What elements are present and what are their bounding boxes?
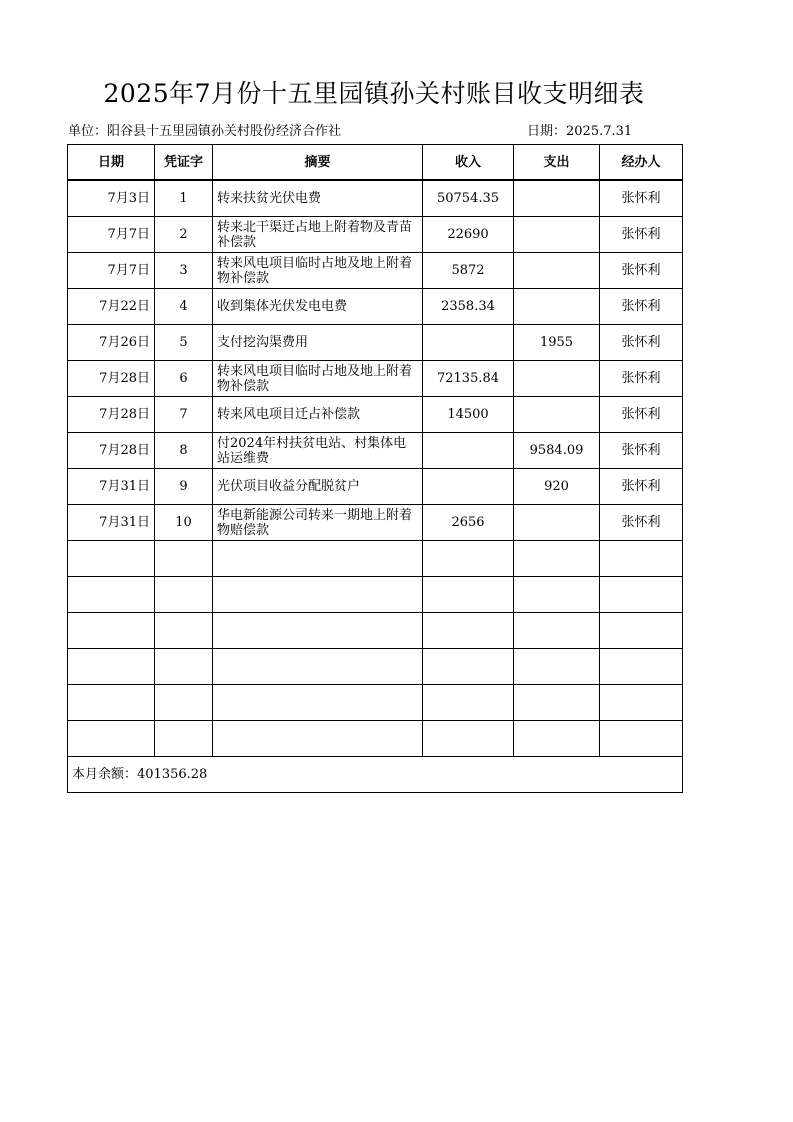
table-row bbox=[68, 433, 683, 469]
empty-cell bbox=[68, 577, 155, 613]
cell-summary: 转来北干渠迁占地上附着物及青苗补偿款 bbox=[213, 217, 423, 253]
empty-cell bbox=[213, 649, 423, 685]
empty-cell bbox=[213, 613, 423, 649]
empty-cell bbox=[213, 721, 423, 757]
cell-income bbox=[423, 325, 514, 361]
empty-cell bbox=[600, 541, 683, 577]
cell-handler: 张怀利 bbox=[600, 253, 683, 289]
cell-voucher: 10 bbox=[155, 505, 213, 541]
ledger-body bbox=[68, 180, 683, 793]
empty-cell bbox=[155, 649, 213, 685]
cell-handler: 张怀利 bbox=[600, 433, 683, 469]
empty-cell bbox=[423, 577, 514, 613]
table-row bbox=[68, 325, 683, 361]
cell-income bbox=[423, 433, 514, 469]
empty-cell bbox=[514, 721, 600, 757]
cell-voucher: 8 bbox=[155, 433, 213, 469]
table-row bbox=[68, 397, 683, 433]
empty-cell bbox=[423, 649, 514, 685]
cell-summary: 光伏项目收益分配脱贫户 bbox=[213, 469, 423, 505]
empty-cell bbox=[155, 541, 213, 577]
empty-cell bbox=[600, 685, 683, 721]
empty-cell bbox=[600, 613, 683, 649]
cell-summary: 转来扶贫光伏电费 bbox=[213, 180, 423, 217]
cell-date: 7月26日 bbox=[68, 325, 155, 361]
cell-income bbox=[423, 469, 514, 505]
monthly-balance: 本月余额：401356.28 bbox=[68, 757, 683, 793]
empty-cell bbox=[155, 577, 213, 613]
table-row bbox=[68, 253, 683, 289]
header-voucher: 凭证字 bbox=[155, 145, 213, 181]
empty-row bbox=[68, 721, 683, 757]
cell-summary: 收到集体光伏发电电费 bbox=[213, 289, 423, 325]
cell-date: 7月7日 bbox=[68, 253, 155, 289]
cell-voucher: 1 bbox=[155, 180, 213, 217]
cell-income: 14500 bbox=[423, 397, 514, 433]
header-date: 日期 bbox=[68, 145, 155, 181]
table-row bbox=[68, 217, 683, 253]
header-summary: 摘要 bbox=[213, 145, 423, 181]
cell-voucher: 4 bbox=[155, 289, 213, 325]
empty-cell bbox=[514, 577, 600, 613]
cell-summary: 华电新能源公司转来一期地上附着物赔偿款 bbox=[213, 505, 423, 541]
empty-cell bbox=[213, 685, 423, 721]
empty-cell bbox=[155, 613, 213, 649]
cell-handler: 张怀利 bbox=[600, 289, 683, 325]
table-row bbox=[68, 361, 683, 397]
cell-expense bbox=[514, 180, 600, 217]
empty-cell bbox=[600, 721, 683, 757]
cell-voucher: 5 bbox=[155, 325, 213, 361]
cell-handler: 张怀利 bbox=[600, 325, 683, 361]
cell-expense bbox=[514, 397, 600, 433]
cell-income: 2656 bbox=[423, 505, 514, 541]
cell-date: 7月3日 bbox=[68, 180, 155, 217]
cell-income: 2358.34 bbox=[423, 289, 514, 325]
empty-cell bbox=[68, 613, 155, 649]
empty-row bbox=[68, 613, 683, 649]
ledger-table bbox=[67, 144, 683, 793]
empty-cell bbox=[423, 685, 514, 721]
empty-row bbox=[68, 577, 683, 613]
cell-date: 7月28日 bbox=[68, 361, 155, 397]
balance-row bbox=[68, 757, 683, 793]
cell-date: 7月7日 bbox=[68, 217, 155, 253]
table-row bbox=[68, 469, 683, 505]
cell-voucher: 7 bbox=[155, 397, 213, 433]
empty-cell bbox=[514, 613, 600, 649]
empty-cell bbox=[423, 541, 514, 577]
cell-date: 7月22日 bbox=[68, 289, 155, 325]
cell-summary: 付2024年村扶贫电站、村集体电站运维费 bbox=[213, 433, 423, 469]
empty-cell bbox=[155, 721, 213, 757]
empty-cell bbox=[68, 721, 155, 757]
cell-income: 5872 bbox=[423, 253, 514, 289]
empty-cell bbox=[155, 685, 213, 721]
cell-income: 22690 bbox=[423, 217, 514, 253]
cell-date: 7月31日 bbox=[68, 505, 155, 541]
cell-summary: 转来风电项目临时占地及地上附着物补偿款 bbox=[213, 361, 423, 397]
empty-cell bbox=[600, 577, 683, 613]
cell-expense bbox=[514, 505, 600, 541]
cell-expense: 920 bbox=[514, 469, 600, 505]
cell-handler: 张怀利 bbox=[600, 217, 683, 253]
cell-handler: 张怀利 bbox=[600, 361, 683, 397]
cell-voucher: 3 bbox=[155, 253, 213, 289]
header-expense: 支出 bbox=[514, 145, 600, 181]
cell-handler: 张怀利 bbox=[600, 505, 683, 541]
cell-date: 7月28日 bbox=[68, 433, 155, 469]
cell-voucher: 6 bbox=[155, 361, 213, 397]
cell-voucher: 2 bbox=[155, 217, 213, 253]
header-income: 收入 bbox=[423, 145, 514, 181]
empty-cell bbox=[514, 541, 600, 577]
unit-label: 单位：阳谷县十五里园镇孙关村股份经济合作社 bbox=[68, 124, 342, 139]
cell-handler: 张怀利 bbox=[600, 397, 683, 433]
cell-expense: 9584.09 bbox=[514, 433, 600, 469]
empty-cell bbox=[213, 577, 423, 613]
table-row bbox=[68, 505, 683, 541]
empty-cell bbox=[514, 685, 600, 721]
cell-summary: 支付挖沟渠费用 bbox=[213, 325, 423, 361]
empty-cell bbox=[514, 649, 600, 685]
cell-date: 7月31日 bbox=[68, 469, 155, 505]
cell-date: 7月28日 bbox=[68, 397, 155, 433]
empty-cell bbox=[423, 721, 514, 757]
empty-cell bbox=[68, 685, 155, 721]
cell-handler: 张怀利 bbox=[600, 469, 683, 505]
cell-handler: 张怀利 bbox=[600, 180, 683, 217]
page-title: 2025年7月份十五里园镇孙关村账目收支明细表 bbox=[103, 79, 645, 108]
table-row bbox=[68, 180, 683, 217]
empty-cell bbox=[600, 649, 683, 685]
empty-cell bbox=[68, 649, 155, 685]
empty-row bbox=[68, 685, 683, 721]
header-row bbox=[68, 145, 683, 181]
cell-expense bbox=[514, 361, 600, 397]
empty-cell bbox=[423, 613, 514, 649]
cell-summary: 转来风电项目迁占补偿款 bbox=[213, 397, 423, 433]
cell-voucher: 9 bbox=[155, 469, 213, 505]
cell-expense bbox=[514, 217, 600, 253]
empty-row bbox=[68, 541, 683, 577]
empty-row bbox=[68, 649, 683, 685]
cell-income: 72135.84 bbox=[423, 361, 514, 397]
cell-summary: 转来风电项目临时占地及地上附着物补偿款 bbox=[213, 253, 423, 289]
table-row bbox=[68, 289, 683, 325]
header-handler: 经办人 bbox=[600, 145, 683, 181]
cell-expense bbox=[514, 289, 600, 325]
empty-cell bbox=[213, 541, 423, 577]
cell-expense: 1955 bbox=[514, 325, 600, 361]
cell-expense bbox=[514, 253, 600, 289]
date-label: 日期：2025.7.31 bbox=[527, 124, 633, 139]
empty-cell bbox=[68, 541, 155, 577]
cell-income: 50754.35 bbox=[423, 180, 514, 217]
